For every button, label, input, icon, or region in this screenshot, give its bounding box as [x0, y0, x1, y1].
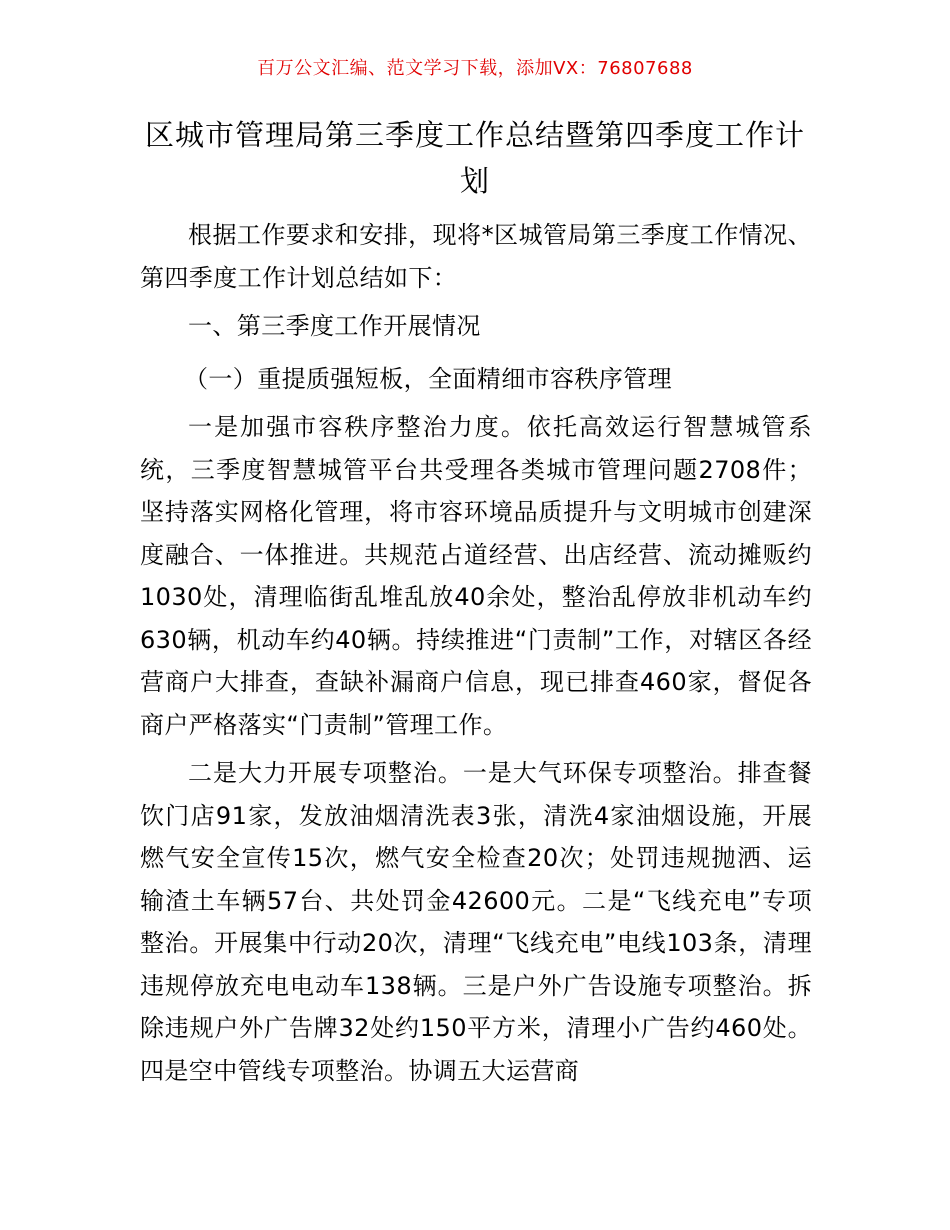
intro-paragraph: 根据工作要求和安排，现将*区城管局第三季度工作情况、第四季度工作计划总结如下： — [140, 221, 812, 292]
document-title: 区城市管理局第三季度工作总结暨第四季度工作计划 — [144, 118, 805, 198]
subsection-heading: （一）重提质强短板，全面精细市容秩序管理 — [184, 364, 672, 393]
watermark-header: 百万公文汇编、范文学习下载，添加VX：76807688 — [257, 58, 693, 79]
document-body — [140, 214, 812, 1098]
section-heading: 一、第三季度工作开展情况 — [188, 312, 481, 340]
body-paragraph-2: 二是大力开展专项整治。一是大气环保专项整治。排查餐饮门店91家，发放油烟清洗表3张，清洗4家油烟设施，开展燃气安全宣传15次，燃气安全检查20次；处罚违规抛洒、运输渣土车辆57台、共处罚金42600元。二是“飞线充电”专项整治。开展集中行动20次，清理“飞线充电”电线103条，清理违规停放充电电动车138辆。三是户外广告设施专项整治。拆除违规户外广告牌32处约150平方米，清理小广告约460处。四是空中管线专项整治。协调五大运营商 — [140, 759, 812, 1085]
body-paragraph-1: 一是加强市容秩序整治力度。依托高效运行智慧城管系统，三季度智慧城管平台共受理各类城市管理问题2708件；坚持落实网格化管理，将市容环境品质提升与文明城市创建深度融合、一体推进。共规范占道经营、出店经营、流动摊贩约1030处，清理临街乱堆乱放40余处，整治乱停放非机动车约630辆，机动车约40辆。持续推进“门责制”工作，对辖区各经营商户大排查，查缺补漏商户信息，现已排查460家，督促各商户严格落实“门责制”管理工作。 — [140, 413, 812, 739]
